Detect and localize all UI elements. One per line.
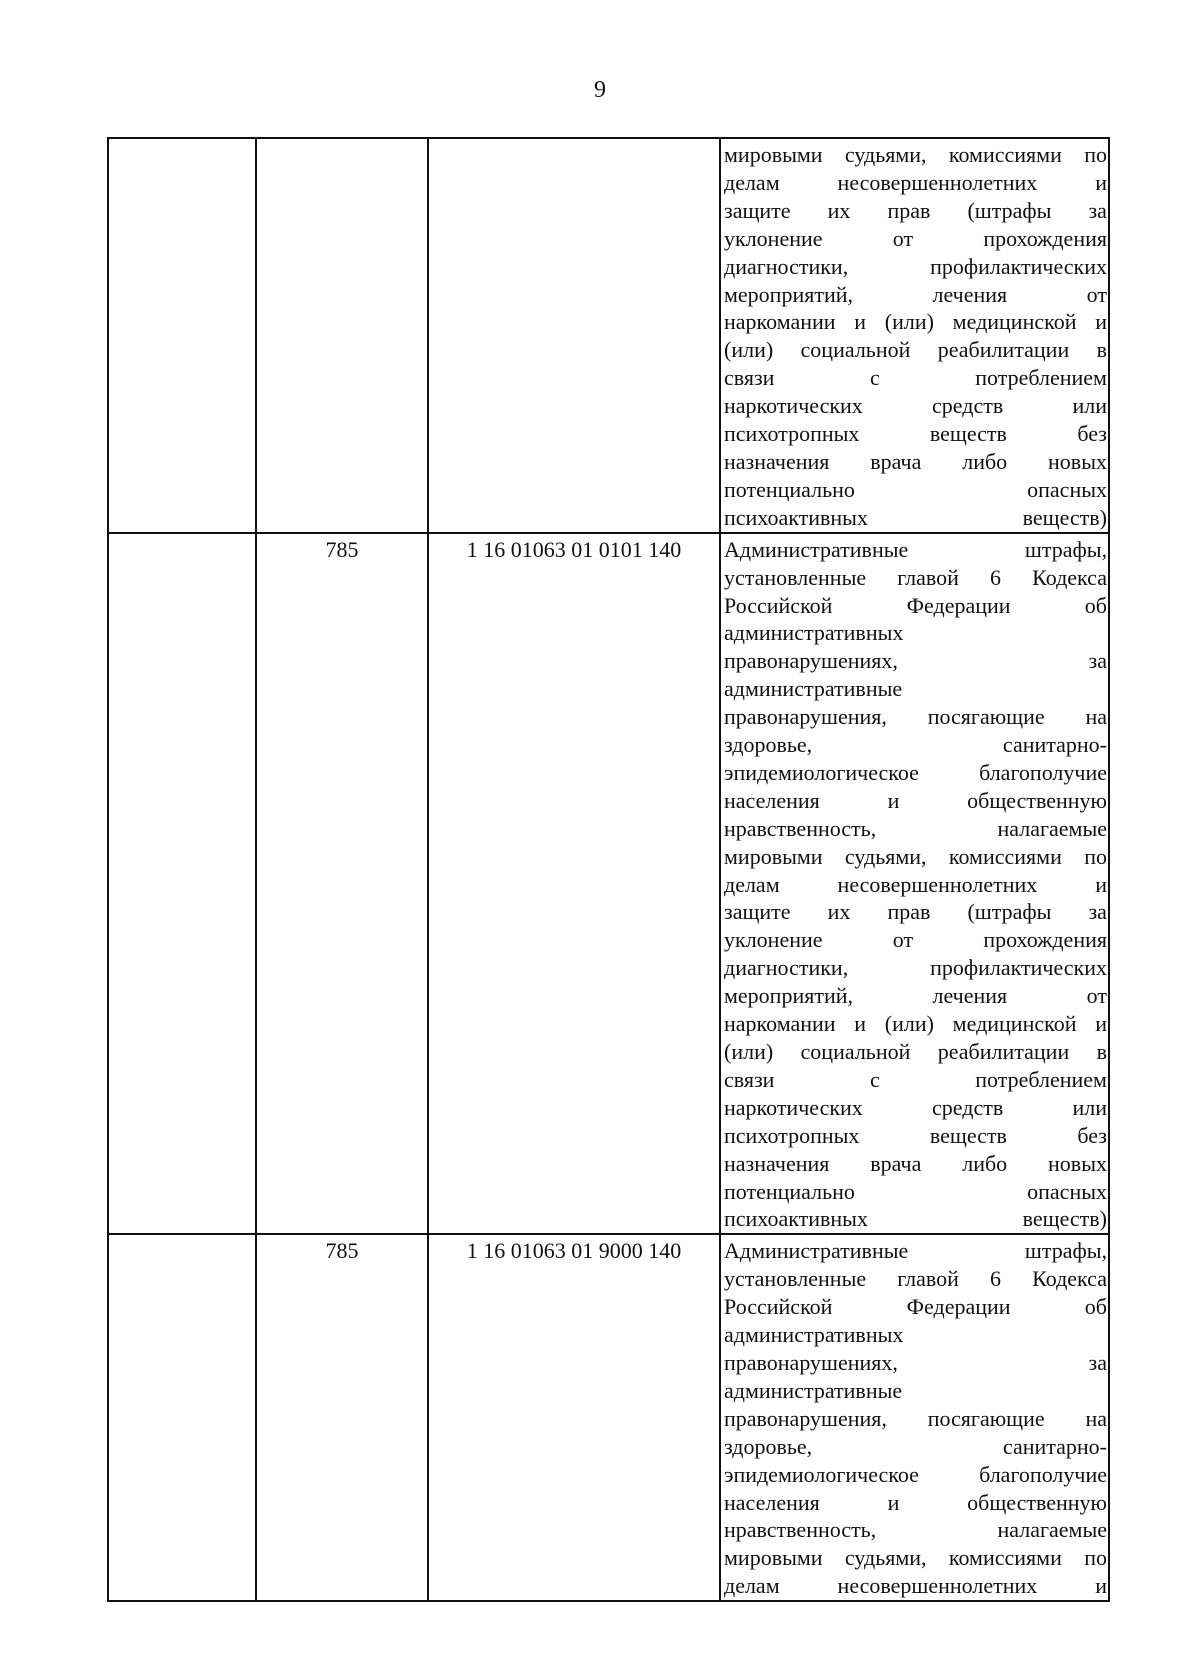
admin-code: 785: [325, 536, 359, 562]
description-line: нравственность, налагаемые: [724, 815, 1107, 841]
description-line: административные: [724, 1377, 903, 1403]
description-line: Российской Федерации об: [724, 592, 1107, 618]
table-row: [108, 533, 1109, 1235]
description-line: населения и общественную: [724, 1489, 1107, 1515]
kbk-code: 1 16 01063 01 0101 140: [466, 536, 682, 562]
description-line: уклонение от прохождения: [724, 927, 1107, 953]
description-line: мировыми судьями, комиссиями по: [724, 843, 1107, 869]
description-line: установленные главой 6 Кодекса: [724, 1266, 1107, 1292]
page-number: 9: [594, 77, 606, 103]
description-line: Российской Федерации об: [724, 1294, 1107, 1320]
admin-code-cell: [256, 533, 428, 1235]
kbk-code: [429, 139, 719, 141]
description-cell: [720, 1234, 1109, 1601]
description-line: правонарушения, посягающие на: [724, 704, 1107, 730]
description-line: мероприятий, лечения от: [724, 983, 1107, 1009]
description-line: диагностики, профилактических: [724, 955, 1107, 981]
budget-codes-table: [107, 137, 1110, 1602]
description-line: населения и общественную: [724, 787, 1107, 813]
description-line: потенциально опасных: [724, 476, 1107, 502]
description-line: наркомании и (или) медицинской и: [724, 1011, 1107, 1037]
admin-code-cell: [256, 1234, 428, 1601]
description-line: диагностики, профилактических: [724, 253, 1107, 279]
kbk-code: 1 16 01063 01 9000 140: [466, 1238, 682, 1264]
description-line: административные: [724, 676, 903, 702]
description-line: правонарушениях, за: [724, 648, 1107, 674]
description-line: административных: [724, 1322, 904, 1348]
description-line: мировыми судьями, комиссиями по: [724, 142, 1107, 167]
description-line: психотропных веществ без: [724, 1122, 1107, 1148]
description-line: наркомании и (или) медицинской и: [724, 309, 1107, 335]
description-line: Административные штрафы,: [724, 536, 1107, 562]
admin-code-cell: [256, 138, 428, 533]
description-text: [721, 1235, 1108, 1600]
description-line: уклонение от прохождения: [724, 225, 1107, 251]
description-line: административных: [724, 620, 904, 646]
description-line: установленные главой 6 Кодекса: [724, 564, 1107, 590]
description-line: наркотических средств или: [724, 393, 1107, 419]
description-cell: [720, 138, 1109, 533]
description-line: делам несовершеннолетних и: [724, 169, 1107, 195]
admin-code: 785: [325, 1238, 359, 1264]
description-line: психоактивных веществ): [724, 1206, 1107, 1232]
description-text: [721, 139, 1108, 532]
description-cell: [720, 533, 1109, 1235]
description-line: психоактивных веществ): [724, 504, 1107, 530]
description-line: Административные штрафы,: [724, 1238, 1107, 1264]
description-line: (или) социальной реабилитации в: [724, 337, 1107, 363]
description-line: наркотических средств или: [724, 1094, 1107, 1120]
kbk-code-cell: [428, 138, 720, 533]
description-line: делам несовершеннолетних и: [724, 871, 1107, 897]
description-line: нравственность, налагаемые: [724, 1517, 1107, 1543]
description-line: назначения врача либо новых: [724, 448, 1107, 474]
description-line: эпидемиологическое благополучие: [724, 759, 1107, 785]
description-line: потенциально опасных: [724, 1178, 1107, 1204]
description-line: связи с потреблением: [724, 1066, 1107, 1092]
description-text: [721, 534, 1108, 1234]
table-row: [108, 138, 1109, 533]
description-line: мировыми судьями, комиссиями по: [724, 1545, 1107, 1571]
description-line: правонарушения, посягающие на: [724, 1405, 1107, 1431]
description-line: связи с потреблением: [724, 365, 1107, 391]
description-line: здоровье, санитарно-: [724, 732, 1107, 758]
description-line: психотропных веществ без: [724, 421, 1107, 447]
description-line: делам несовершеннолетних и: [724, 1573, 1107, 1599]
empty-cell: [108, 138, 256, 533]
description-line: назначения врача либо новых: [724, 1150, 1107, 1176]
empty-cell: [108, 1234, 256, 1601]
admin-code: [257, 139, 427, 141]
description-line: эпидемиологическое благополучие: [724, 1461, 1107, 1487]
table-row: [108, 1234, 1109, 1601]
description-line: защите их прав (штрафы за: [724, 899, 1107, 925]
description-line: (или) социальной реабилитации в: [724, 1039, 1107, 1064]
description-line: защите их прав (штрафы за: [724, 197, 1107, 223]
description-line: правонарушениях, за: [724, 1349, 1107, 1375]
kbk-code-cell: [428, 533, 720, 1235]
empty-cell: [108, 533, 256, 1235]
description-line: здоровье, санитарно-: [724, 1433, 1107, 1459]
kbk-code-cell: [428, 1234, 720, 1601]
description-line: мероприятий, лечения от: [724, 281, 1107, 307]
